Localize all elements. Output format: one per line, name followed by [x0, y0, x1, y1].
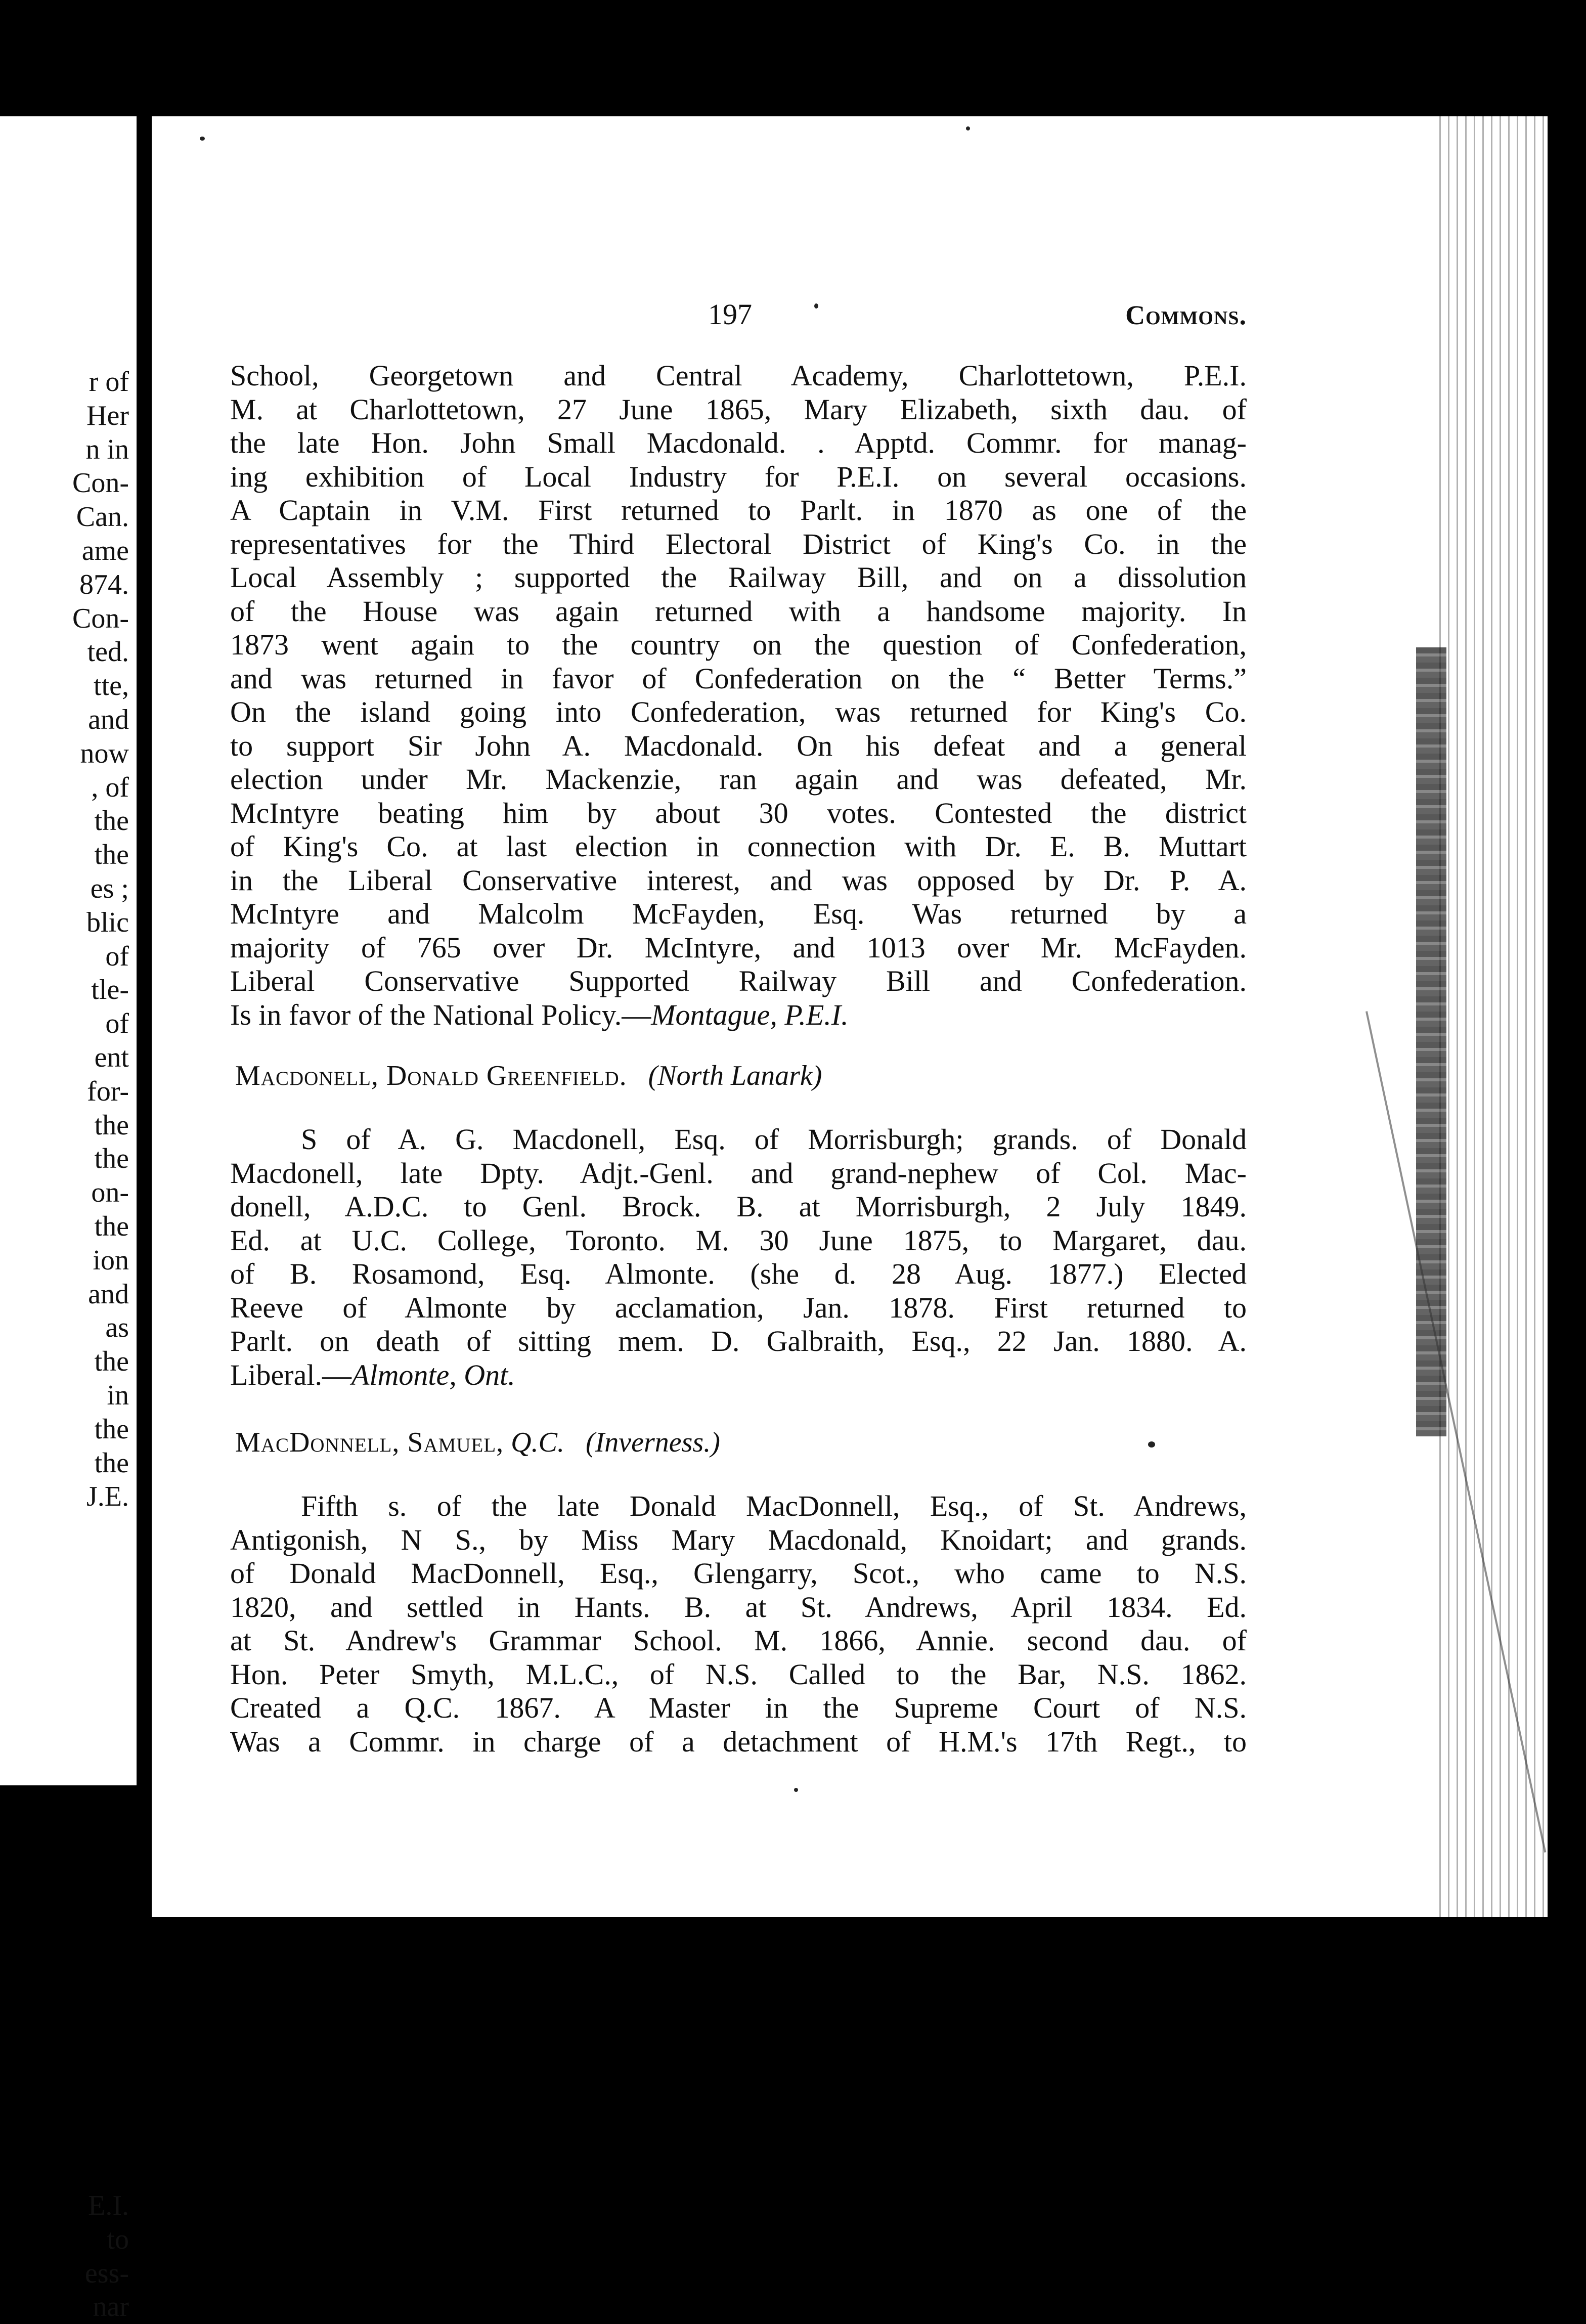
text-line: Was a Commr. in charge of a detachment of H.M.'s 17th Regt., to	[230, 1725, 1247, 1758]
running-head: Commons.	[1125, 300, 1247, 330]
riding: (Inverness.)	[585, 1427, 720, 1458]
left-page-fragment: Can.	[76, 501, 129, 533]
left-page-fragment: of	[105, 940, 129, 972]
text-line: McIntyre beating him by about 30 votes. Contested the district	[230, 796, 1247, 829]
entry-heading-macdonnell	[235, 1426, 720, 1459]
left-page-fragment: on-	[91, 1177, 129, 1209]
text-line: Ed. at U.C. College, Toronto. M. 30 June 1875, to Margaret, dau.	[230, 1223, 1247, 1257]
text-line: the late Hon. John Small Macdonald. . Apptd. Commr. for manag-	[230, 426, 1247, 459]
page-header	[230, 288, 1247, 329]
left-page-fragment: ted.	[87, 636, 129, 668]
text-line: Local Assembly ; supported the Railway Bill, and on a dissolution	[230, 561, 1247, 594]
left-page-fragment: ion	[93, 1244, 129, 1276]
left-page-fragment: blic	[86, 906, 129, 938]
left-page-fragment: for-	[87, 1075, 129, 1107]
text-line	[230, 1358, 1247, 1392]
speck	[814, 303, 818, 309]
text-line: in the Liberal Conservative interest, and was opposed by Dr. P. A.	[230, 863, 1247, 897]
text-line: of B. Rosamond, Esq. Almonte. (she d. 28 Aug. 1877.) Elected	[230, 1257, 1247, 1290]
speck	[1148, 1441, 1155, 1448]
member-name: Macdonell, Donald Greenfield.	[235, 1060, 627, 1091]
text-line: to support Sir John A. Macdonald. On his defeat and a general	[230, 729, 1247, 762]
residence: Almonte, Ont.	[351, 1358, 515, 1391]
left-page-fragment: Con-	[72, 467, 129, 499]
text-line	[230, 998, 1247, 1032]
entry-heading-macdonell	[235, 1060, 822, 1092]
left-page-fragment: and	[88, 1278, 129, 1310]
text-line: School, Georgetown and Central Academy, Charlottetown, P.E.I.	[230, 359, 1247, 392]
left-page-fragment: the	[94, 1447, 129, 1479]
left-page-fragment: as	[105, 1312, 129, 1344]
text-line: representatives for the Third Electoral District of King's Co. in the	[230, 527, 1247, 560]
text-line: Hon. Peter Smyth, M.L.C., of N.S. Called to the Bar, N.S. 1862.	[230, 1657, 1247, 1691]
left-page-fragment: to	[107, 2223, 129, 2255]
left-page-fragment: the	[94, 1109, 129, 1141]
text-line-body: Is in favor of the National Policy.—	[230, 998, 651, 1031]
text-line: 1820, and settled in Hants. B. at St. Andrews, April 1834. Ed.	[230, 1590, 1247, 1624]
left-page-text	[0, 365, 129, 2324]
text-line: S of A. G. Macdonell, Esq. of Morrisburgh; grands. of Donald	[301, 1123, 1247, 1156]
left-page-fragment: r of	[89, 366, 129, 398]
text-line: Fifth s. of the late Donald MacDonnell, Esq., of St. Andrews,	[301, 1489, 1247, 1522]
left-page-fragment: E.I.	[88, 2190, 129, 2222]
left-page-fragment: ent	[94, 1041, 129, 1073]
left-page-fragment: the	[94, 1413, 129, 1445]
left-page-fragment: the	[94, 1143, 129, 1175]
entry-body-macdonnell	[230, 1489, 1247, 1759]
left-page-fragment: ame	[81, 535, 129, 566]
residence: Montague, P.E.I.	[651, 998, 849, 1031]
entry-body-macdonell	[230, 1123, 1247, 1392]
page-edge-noise	[1436, 116, 1553, 1917]
left-page-fragment: tte,	[94, 670, 129, 702]
text-line: 1873 went again to the country on the question of Confederation,	[230, 628, 1247, 661]
left-page-fragment: es ;	[90, 872, 129, 904]
left-page-fragment: and	[88, 704, 129, 735]
text-line: Parlt. on death of sitting mem. D. Galbraith, Esq., 22 Jan. 1880. A.	[230, 1325, 1247, 1357]
left-page-fragment: of	[105, 1008, 129, 1040]
left-page-fragment: nar	[93, 2291, 129, 2323]
left-page-fragment: Con-	[72, 602, 129, 634]
text-line: of King's Co. at last election in connection with Dr. E. B. Muttart	[230, 830, 1247, 863]
text-line-body: Liberal.—	[230, 1358, 351, 1391]
left-page-gap	[0, 1514, 129, 2189]
text-line: Created a Q.C. 1867. A Master in the Supreme Court of N.S.	[230, 1691, 1247, 1724]
left-page-fragment: n in	[85, 433, 129, 465]
text-line: ing exhibition of Local Industry for P.E.I. on several occasions.	[230, 460, 1247, 493]
text-line: On the island going into Confederation, was returned for King's Co.	[230, 695, 1247, 728]
text-line: majority of 765 over Dr. McIntyre, and 1013 over Mr. McFayden.	[230, 931, 1247, 964]
text-line: of the House was again returned with a handsome majority. In	[230, 594, 1247, 628]
text-line: Macdonell, late Dpty. Adjt.-Genl. and grand-nephew of Col. Mac-	[230, 1156, 1247, 1190]
member-title: Q.C.	[511, 1427, 564, 1458]
left-page-fragment: J.E.	[86, 1481, 129, 1513]
left-page-fragment: ess-	[84, 2257, 129, 2289]
page-number: 197	[708, 298, 752, 331]
member-name: MacDonnell, Samuel,	[235, 1427, 504, 1458]
left-page-fragment: now	[80, 737, 129, 769]
left-page-fragment: , of	[91, 771, 129, 803]
left-page-fragment: tle-	[91, 974, 129, 1006]
text-line: A Captain in V.M. First returned to Parlt. in 1870 as one of the	[230, 494, 1247, 527]
text-line: M. at Charlottetown, 27 June 1865, Mary Elizabeth, sixth dau. of	[230, 392, 1247, 426]
left-page-fragment: the	[94, 805, 129, 837]
speck	[794, 1788, 798, 1792]
left-page-fragment: in	[107, 1379, 129, 1411]
text-line: McIntyre and Malcolm McFayden, Esq. Was returned by a	[230, 897, 1247, 930]
text-line: and was returned in favor of Confederation on the “ Better Terms.”	[230, 662, 1247, 695]
text-line: Antigonish, N S., by Miss Mary Macdonald, Knoidart; and grands.	[230, 1523, 1247, 1556]
text-line: Reeve of Almonte by acclamation, Jan. 1878. First returned to	[230, 1291, 1247, 1324]
text-line: of Donald MacDonnell, Esq., Glengarry, Scot., who came to N.S.	[230, 1557, 1247, 1590]
text-line: election under Mr. Mackenzie, ran again and was defeated, Mr.	[230, 763, 1247, 796]
text-line: Liberal Conservative Supported Railway Bill and Confederation.	[230, 964, 1247, 997]
speck	[200, 137, 205, 141]
left-page-fragment: the	[94, 1210, 129, 1242]
speck	[966, 126, 970, 130]
left-page-fragment: the	[94, 1346, 129, 1378]
text-line: at St. Andrew's Grammar School. M. 1866, Annie. second dau. of	[230, 1624, 1247, 1657]
riding: (North Lanark)	[648, 1060, 822, 1091]
left-page-fragment: Her	[86, 400, 129, 431]
entry-continuation	[230, 359, 1247, 1032]
left-page-fragment: 874.	[79, 568, 129, 600]
left-page-fragment: the	[94, 839, 129, 871]
text-line: donell, A.D.C. to Genl. Brock. B. at Morrisburgh, 2 July 1849.	[230, 1190, 1247, 1223]
